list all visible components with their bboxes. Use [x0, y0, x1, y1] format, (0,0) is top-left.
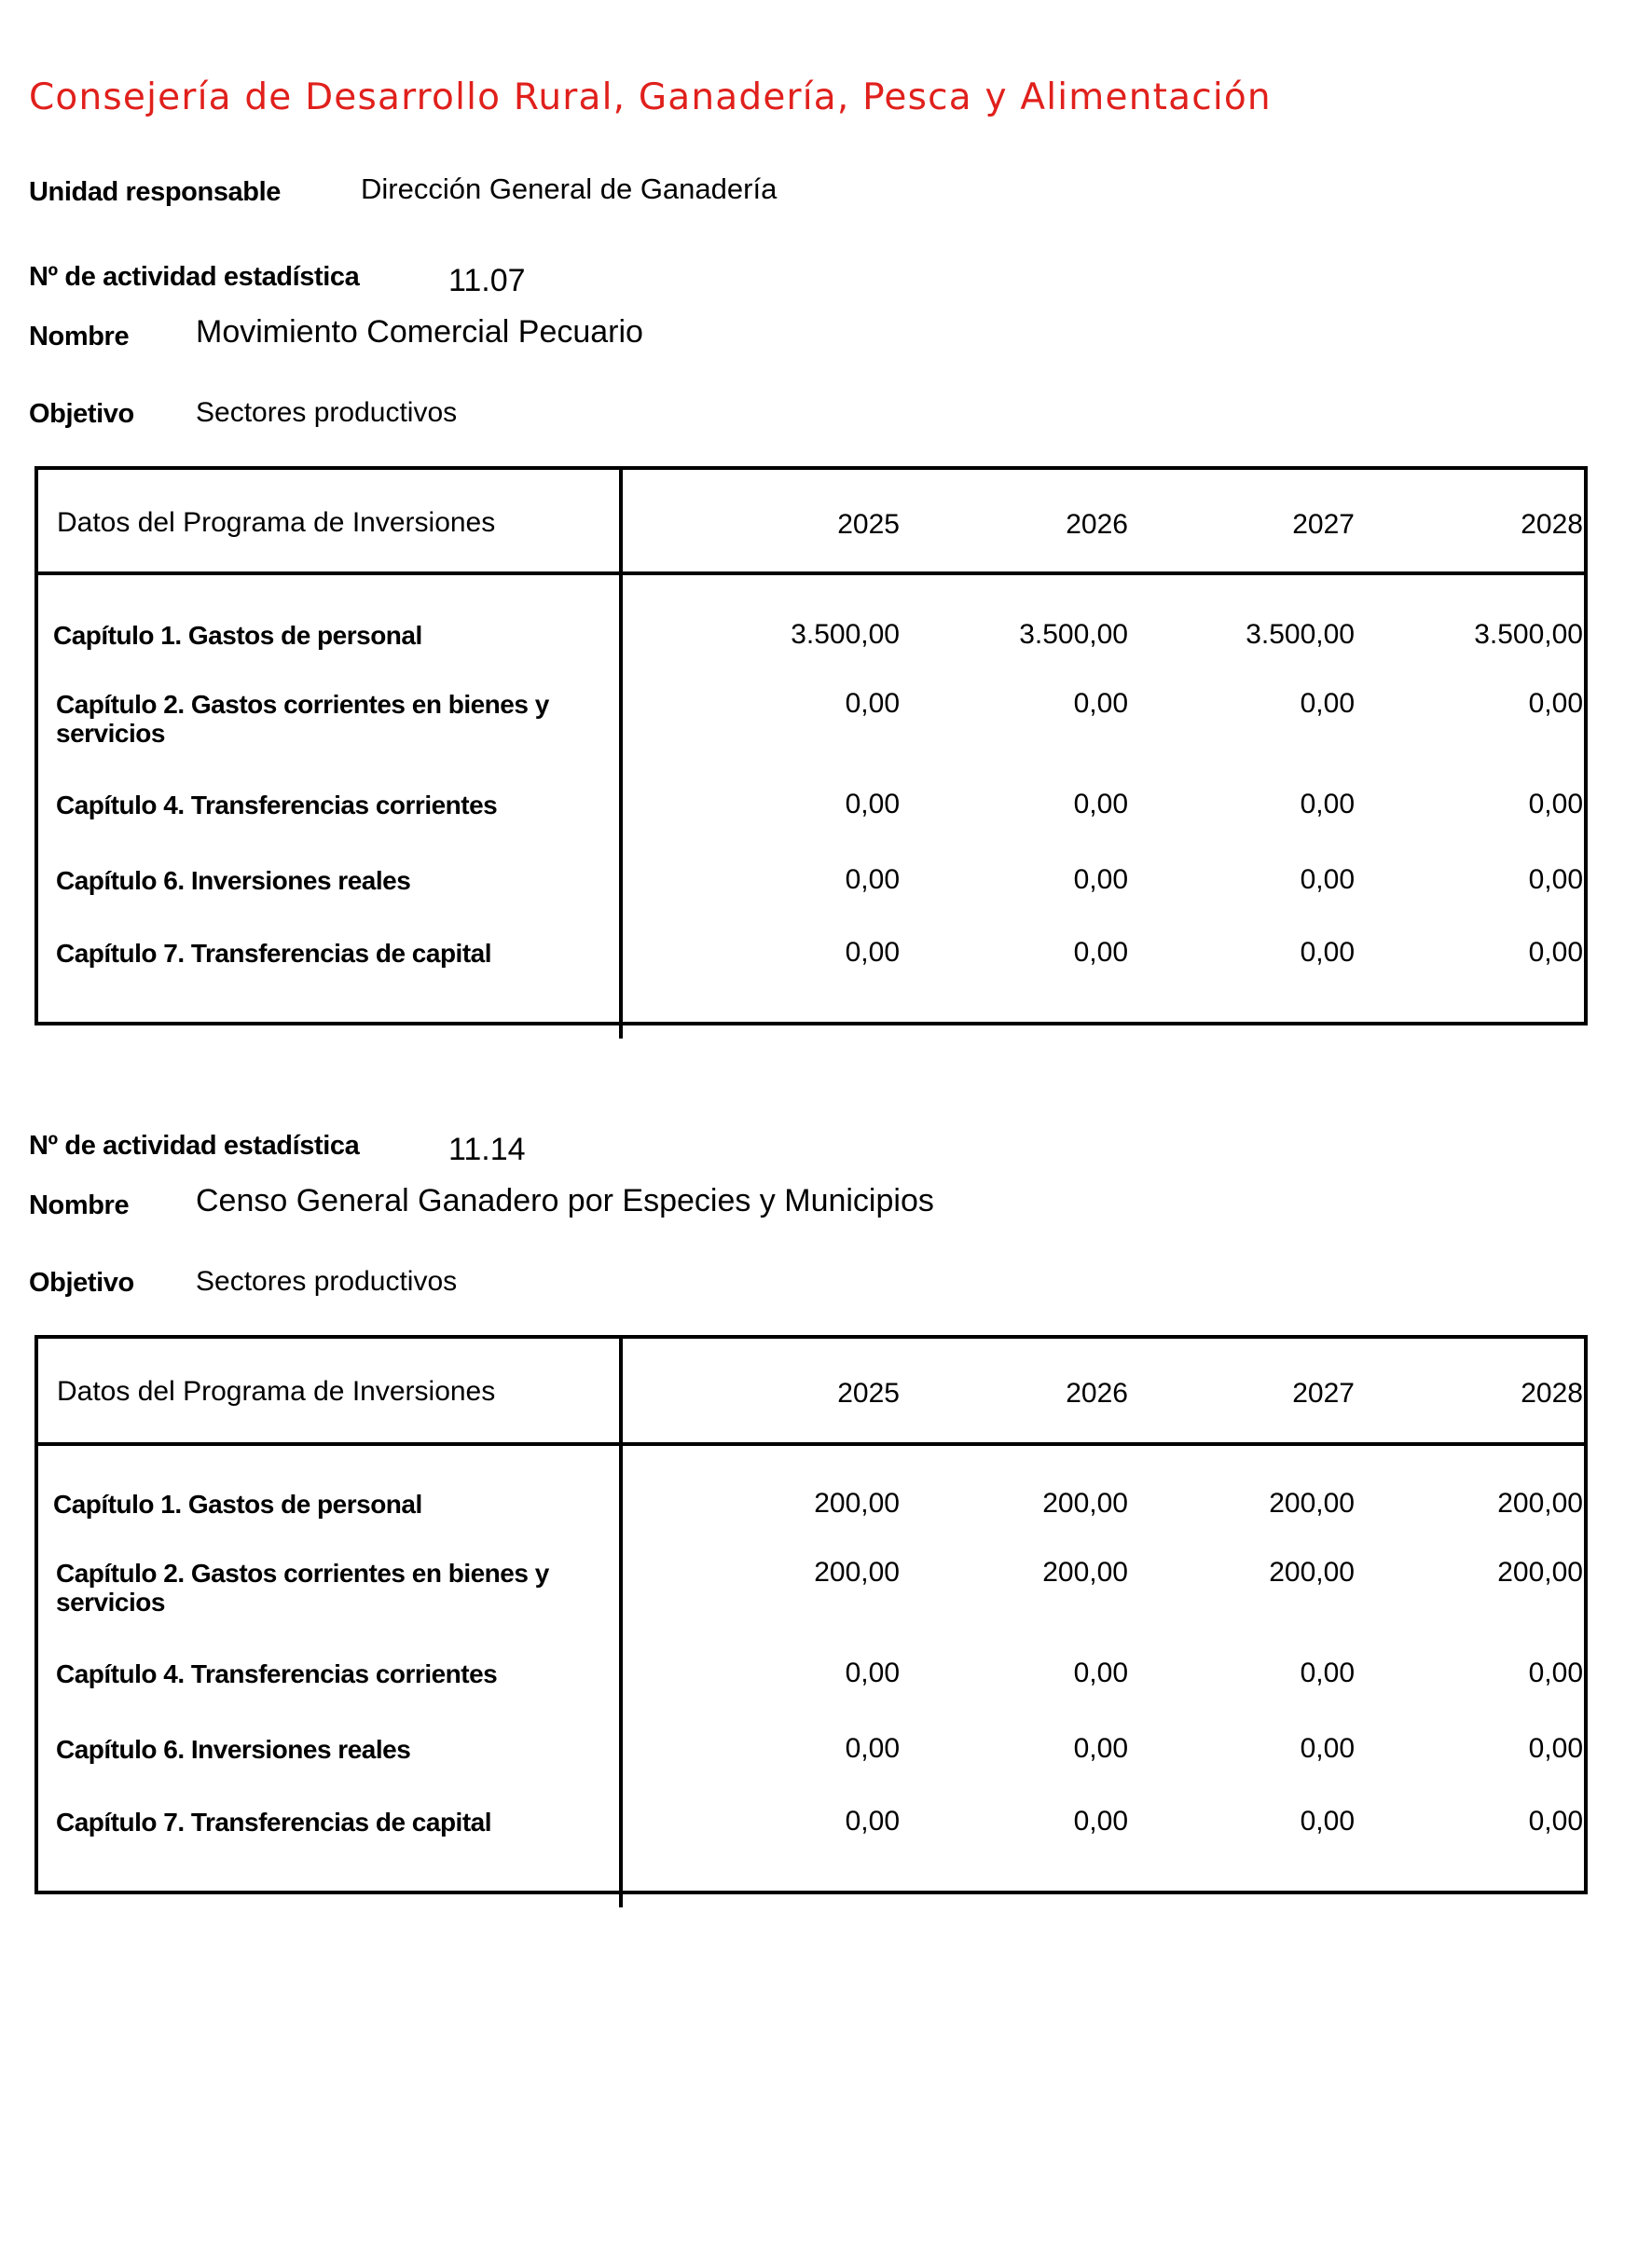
table-cell: 200,00 [1497, 1488, 1583, 1519]
table-cell: 0,00 [1300, 789, 1355, 819]
row-label: Capítulo 1. Gastos de personal [53, 621, 422, 650]
unit-label: Unidad responsable [29, 177, 281, 207]
table-cell: 0,00 [1073, 688, 1128, 719]
objective-value: Sectores productivos [196, 1266, 458, 1297]
table-cell: 0,00 [1528, 937, 1583, 968]
row-label: Capítulo 2. Gastos corrientes en bienes y servicios [56, 690, 549, 748]
year-header: 2025 [837, 1378, 900, 1409]
table-cell: 0,00 [1528, 688, 1583, 719]
table-cell: 200,00 [1497, 1557, 1583, 1588]
table-cell: 0,00 [1300, 1733, 1355, 1764]
table-cell: 0,00 [845, 1658, 900, 1688]
year-header: 2025 [837, 509, 900, 540]
table-cell: 0,00 [1073, 1733, 1128, 1764]
table-cell: 200,00 [1042, 1488, 1128, 1519]
department-title: Consejería de Desarrollo Rural, Ganadería, Pesca y Alimentación [29, 76, 1272, 118]
table-cell: 0,00 [1073, 1806, 1128, 1837]
table-cell: 3.500,00 [1246, 619, 1355, 650]
table-cell: 0,00 [845, 1806, 900, 1837]
year-header: 2028 [1521, 509, 1583, 540]
row-label: Capítulo 7. Transferencias de capital [56, 1808, 492, 1837]
row-label: Capítulo 6. Inversiones reales [56, 866, 411, 895]
table-cell: 0,00 [845, 864, 900, 895]
objective-label: Objetivo [29, 1268, 134, 1298]
row-label: Capítulo 4. Transferencias corrientes [56, 1659, 498, 1688]
table-cell: 200,00 [1042, 1557, 1128, 1588]
row-label: Capítulo 7. Transferencias de capital [56, 939, 492, 968]
table-cell: 0,00 [845, 937, 900, 968]
table-cell: 0,00 [1300, 1658, 1355, 1688]
table-cell: 0,00 [1073, 864, 1128, 895]
year-header: 2027 [1292, 1378, 1355, 1409]
objective-value: Sectores productivos [196, 397, 458, 428]
name-label: Nombre [29, 322, 130, 351]
name-label: Nombre [29, 1190, 130, 1220]
table-header: Datos del Programa de Inversiones [57, 1376, 496, 1407]
row-label: Capítulo 6. Inversiones reales [56, 1735, 411, 1764]
table-cell: 3.500,00 [1019, 619, 1128, 650]
activity-number: 11.14 [448, 1132, 526, 1167]
investment-table [34, 1335, 1588, 1894]
table-cell: 0,00 [1528, 1658, 1583, 1688]
year-header: 2026 [1066, 509, 1128, 540]
table-cell: 0,00 [1300, 937, 1355, 968]
table-cell: 0,00 [1300, 1806, 1355, 1837]
activity-name: Movimiento Comercial Pecuario [196, 314, 643, 350]
row-label: Capítulo 1. Gastos de personal [53, 1490, 422, 1519]
table-cell: 0,00 [1073, 1658, 1128, 1688]
table-cell: 0,00 [1073, 789, 1128, 819]
table-cell: 3.500,00 [791, 619, 900, 650]
activity-number-label: Nº de actividad estadística [29, 262, 360, 292]
table-cell: 0,00 [845, 1733, 900, 1764]
activity-number: 11.07 [448, 263, 526, 298]
year-header: 2026 [1066, 1378, 1128, 1409]
investment-table [34, 466, 1588, 1025]
activity-name: Censo General Ganadero por Especies y Municipios [196, 1183, 934, 1218]
year-header: 2027 [1292, 509, 1355, 540]
table-cell: 0,00 [1528, 789, 1583, 819]
table-cell: 200,00 [814, 1488, 900, 1519]
table-cell: 0,00 [1300, 864, 1355, 895]
table-cell: 0,00 [845, 789, 900, 819]
table-cell: 0,00 [1073, 937, 1128, 968]
table-cell: 0,00 [845, 688, 900, 719]
unit-value: Dirección General de Ganadería [361, 172, 778, 205]
table-header: Datos del Programa de Inversiones [57, 507, 496, 538]
table-cell: 0,00 [1300, 688, 1355, 719]
table-cell: 0,00 [1528, 1733, 1583, 1764]
activity-number-label: Nº de actividad estadística [29, 1131, 360, 1161]
table-cell: 200,00 [1269, 1488, 1355, 1519]
row-label: Capítulo 2. Gastos corrientes en bienes y servicios [56, 1559, 549, 1617]
table-cell: 0,00 [1528, 864, 1583, 895]
row-label: Capítulo 4. Transferencias corrientes [56, 791, 498, 819]
table-cell: 0,00 [1528, 1806, 1583, 1837]
objective-label: Objetivo [29, 399, 134, 429]
table-cell: 200,00 [814, 1557, 900, 1588]
table-cell: 3.500,00 [1474, 619, 1583, 650]
year-header: 2028 [1521, 1378, 1583, 1409]
table-cell: 200,00 [1269, 1557, 1355, 1588]
